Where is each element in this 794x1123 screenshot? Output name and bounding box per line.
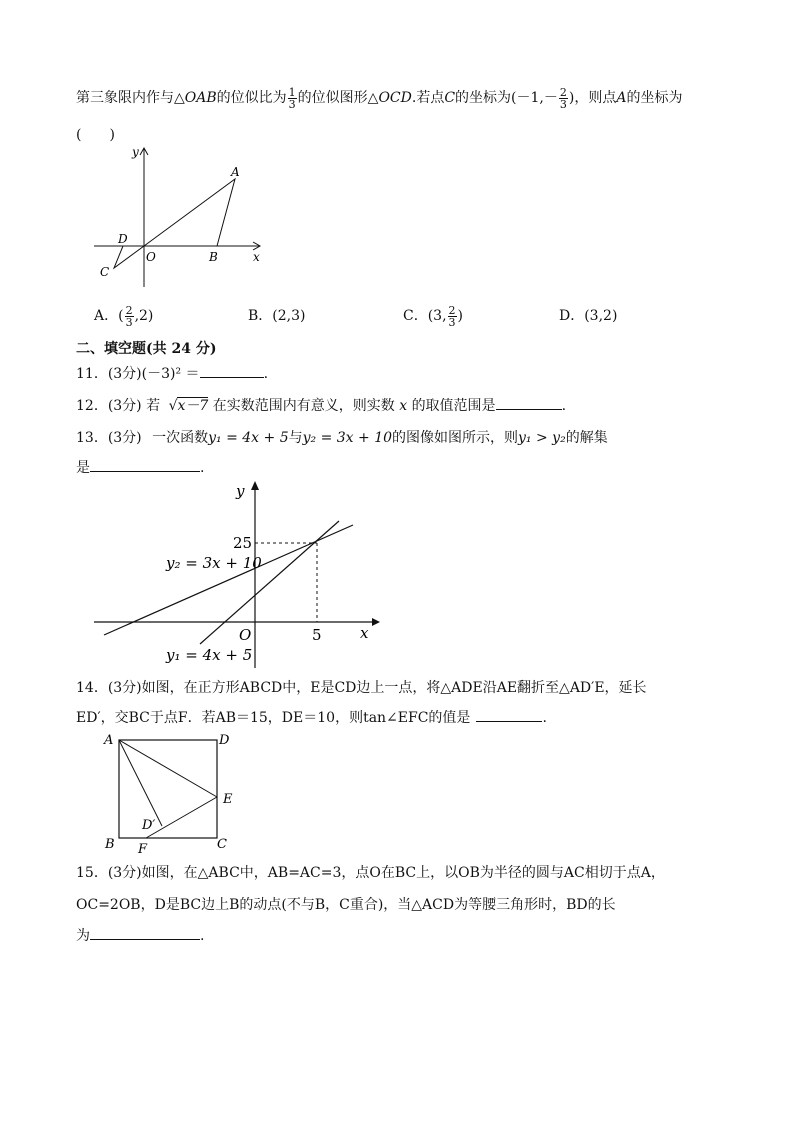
q13-tick-25: 25 bbox=[233, 534, 253, 552]
q12-pre: 若 bbox=[146, 398, 161, 414]
q12-post: 的取值范围是 bbox=[411, 398, 496, 414]
q11-expression: (－3)² ＝ bbox=[141, 366, 200, 382]
q10-option-a-fraction bbox=[125, 305, 134, 328]
q11-number: 11．(3分) bbox=[76, 366, 142, 382]
q10-ratio-den: 3 bbox=[288, 97, 296, 111]
q10-option-a-den: 3 bbox=[125, 315, 133, 329]
q12-number: 12．(3分) bbox=[76, 398, 142, 414]
q10-option-b[interactable]: B．(2,3) bbox=[248, 308, 306, 324]
q10-triangle-oab bbox=[144, 179, 235, 246]
q12-mid: 在实数范围内有意义，则实数 bbox=[212, 398, 395, 414]
q13-post: 的图像如图所示，则 bbox=[392, 430, 519, 446]
q10-ratio-num: 1 bbox=[288, 85, 296, 99]
q13-line2-text: 是 bbox=[76, 460, 90, 476]
q14-label-f: F bbox=[138, 842, 148, 856]
q13-function-2: y₂ = 3x + 10 bbox=[302, 430, 393, 446]
q12-var: x bbox=[399, 398, 408, 414]
q13-period: . bbox=[200, 460, 205, 476]
q11-period: . bbox=[263, 366, 269, 382]
q14-segment-ef bbox=[146, 797, 217, 838]
q10-option-a-label: A．( bbox=[94, 308, 124, 324]
q14-label-d: D bbox=[219, 733, 230, 748]
q13-number: 13．(3分) bbox=[76, 430, 142, 446]
q12-answer-blank[interactable] bbox=[496, 397, 562, 410]
q10-ocd: OCD bbox=[378, 90, 412, 106]
q13-label-y1: y₁ = 4x + 5 bbox=[166, 646, 253, 664]
q10-text-c: 的位似图形△ bbox=[297, 90, 379, 106]
q10-option-a[interactable] bbox=[94, 303, 153, 329]
q10-label-y: y bbox=[132, 145, 139, 159]
q14-label-e: E bbox=[223, 792, 233, 807]
q10-label-c: C bbox=[100, 265, 110, 279]
q10-option-c-fraction bbox=[448, 305, 457, 328]
q10-c: C bbox=[444, 90, 456, 106]
q13-x-arrow bbox=[372, 618, 380, 626]
q10-label-d: D bbox=[118, 232, 128, 246]
q11 bbox=[76, 363, 268, 383]
q10-oab: OAB bbox=[184, 90, 217, 106]
q15-line1 bbox=[76, 862, 665, 882]
q15-line3 bbox=[76, 925, 204, 945]
q15-line3-text: 为 bbox=[76, 928, 90, 944]
q14-answer-blank[interactable] bbox=[476, 709, 542, 722]
q10-ratio-fraction bbox=[288, 87, 297, 110]
q10-answer-paren: ( ) bbox=[76, 127, 115, 143]
q13-tick-5: 5 bbox=[312, 626, 322, 644]
q13-pre: 一次函数 bbox=[152, 430, 209, 446]
q10-triangle-ocd bbox=[114, 246, 144, 268]
q14-figure bbox=[96, 728, 246, 856]
q14-number: 14．(3分) bbox=[76, 680, 142, 696]
q14-line1 bbox=[76, 677, 647, 697]
q10-text-f: )，则点 bbox=[568, 90, 617, 106]
q10-option-c-label: C．(3, bbox=[403, 308, 447, 324]
q13-figure bbox=[90, 478, 390, 673]
q13-answer-blank[interactable] bbox=[90, 459, 200, 472]
q14-line2-text: ED′，交BC于点F．若AB＝15，DE＝10，则tan∠EFC的值是 bbox=[76, 710, 471, 726]
q13-function-1: y₁ = 4x + 5 bbox=[208, 430, 289, 446]
q14-line1-text: 如图，在正方形ABCD中，E是CD边上一点，将△ADE沿AE翻折至△AD′E，延长 bbox=[141, 680, 647, 696]
q13-label-y: y bbox=[236, 482, 245, 500]
q10-option-d[interactable]: D．(3,2) bbox=[559, 308, 618, 324]
q15-period: . bbox=[200, 928, 205, 944]
q14-label-d-prime: D′ bbox=[142, 818, 156, 833]
q14-label-a: A bbox=[104, 733, 114, 748]
q15-line1-text: 如图，在△ABC中，AB=AC=3，点O在BC上，以OB为半径的圆与AC相切于点A， bbox=[141, 865, 665, 881]
q10-option-c-tail: ) bbox=[457, 308, 463, 324]
q13-label-x: x bbox=[360, 624, 369, 642]
q10-coord-num: 2 bbox=[559, 85, 567, 99]
q10-text-a: 第三象限内作与△ bbox=[76, 90, 185, 106]
q10-text-e: 的坐标为(－1,－ bbox=[455, 90, 558, 106]
q14-line2 bbox=[76, 707, 547, 727]
q10-stem bbox=[76, 86, 682, 110]
q15-line2-text: OC=2OB，D是BC边上B的动点(不与B，C重合)，当△ACD为等腰三角形时，BD的长 bbox=[76, 897, 616, 913]
q13-y-arrow bbox=[251, 481, 259, 490]
q13-line1 bbox=[76, 427, 608, 447]
q10-label-o: O bbox=[146, 250, 156, 264]
q14-period: . bbox=[542, 710, 547, 726]
q10-text-g: 的坐标为 bbox=[626, 90, 683, 106]
q12-radicand: x－7 bbox=[177, 398, 209, 414]
q11-answer-blank[interactable] bbox=[200, 365, 264, 378]
q10-text-d: .若点 bbox=[411, 90, 445, 106]
q14-label-c: C bbox=[217, 837, 227, 852]
q13-label-o: O bbox=[239, 626, 252, 644]
q15-answer-blank[interactable] bbox=[90, 927, 200, 940]
q13-mid: 与 bbox=[288, 430, 303, 446]
q10-label-x: x bbox=[253, 250, 260, 264]
q10-coord-fraction bbox=[559, 87, 568, 110]
q10-coord-den: 3 bbox=[559, 97, 567, 111]
q10-option-c-num: 2 bbox=[448, 303, 456, 317]
q10-option-a-num: 2 bbox=[125, 303, 133, 317]
q13-post2: 的解集 bbox=[565, 430, 608, 446]
q10-text-b: 的位似比为 bbox=[216, 90, 287, 106]
q13-condition: y₁ > y₂ bbox=[518, 430, 566, 446]
q10-option-c-den: 3 bbox=[448, 315, 456, 329]
q10-option-c[interactable] bbox=[403, 303, 463, 329]
q13-label-y2: y₂ = 3x + 10 bbox=[166, 554, 262, 572]
q13-line2 bbox=[76, 457, 204, 477]
q10-label-b: B bbox=[209, 250, 218, 264]
q15-number: 15．(3分) bbox=[76, 865, 142, 881]
q15-line2 bbox=[76, 894, 616, 914]
q10-option-a-tail: ,2) bbox=[134, 308, 154, 324]
q10-a: A bbox=[616, 90, 627, 106]
q12 bbox=[76, 395, 566, 415]
q12-sqrt: √x－7 bbox=[168, 398, 209, 414]
q10-figure bbox=[90, 145, 270, 295]
section-heading-fill-in: 二、填空题(共 24 分) bbox=[76, 341, 217, 357]
q14-label-b: B bbox=[105, 837, 115, 852]
q12-period: . bbox=[561, 398, 567, 414]
q10-label-a: A bbox=[231, 165, 240, 179]
